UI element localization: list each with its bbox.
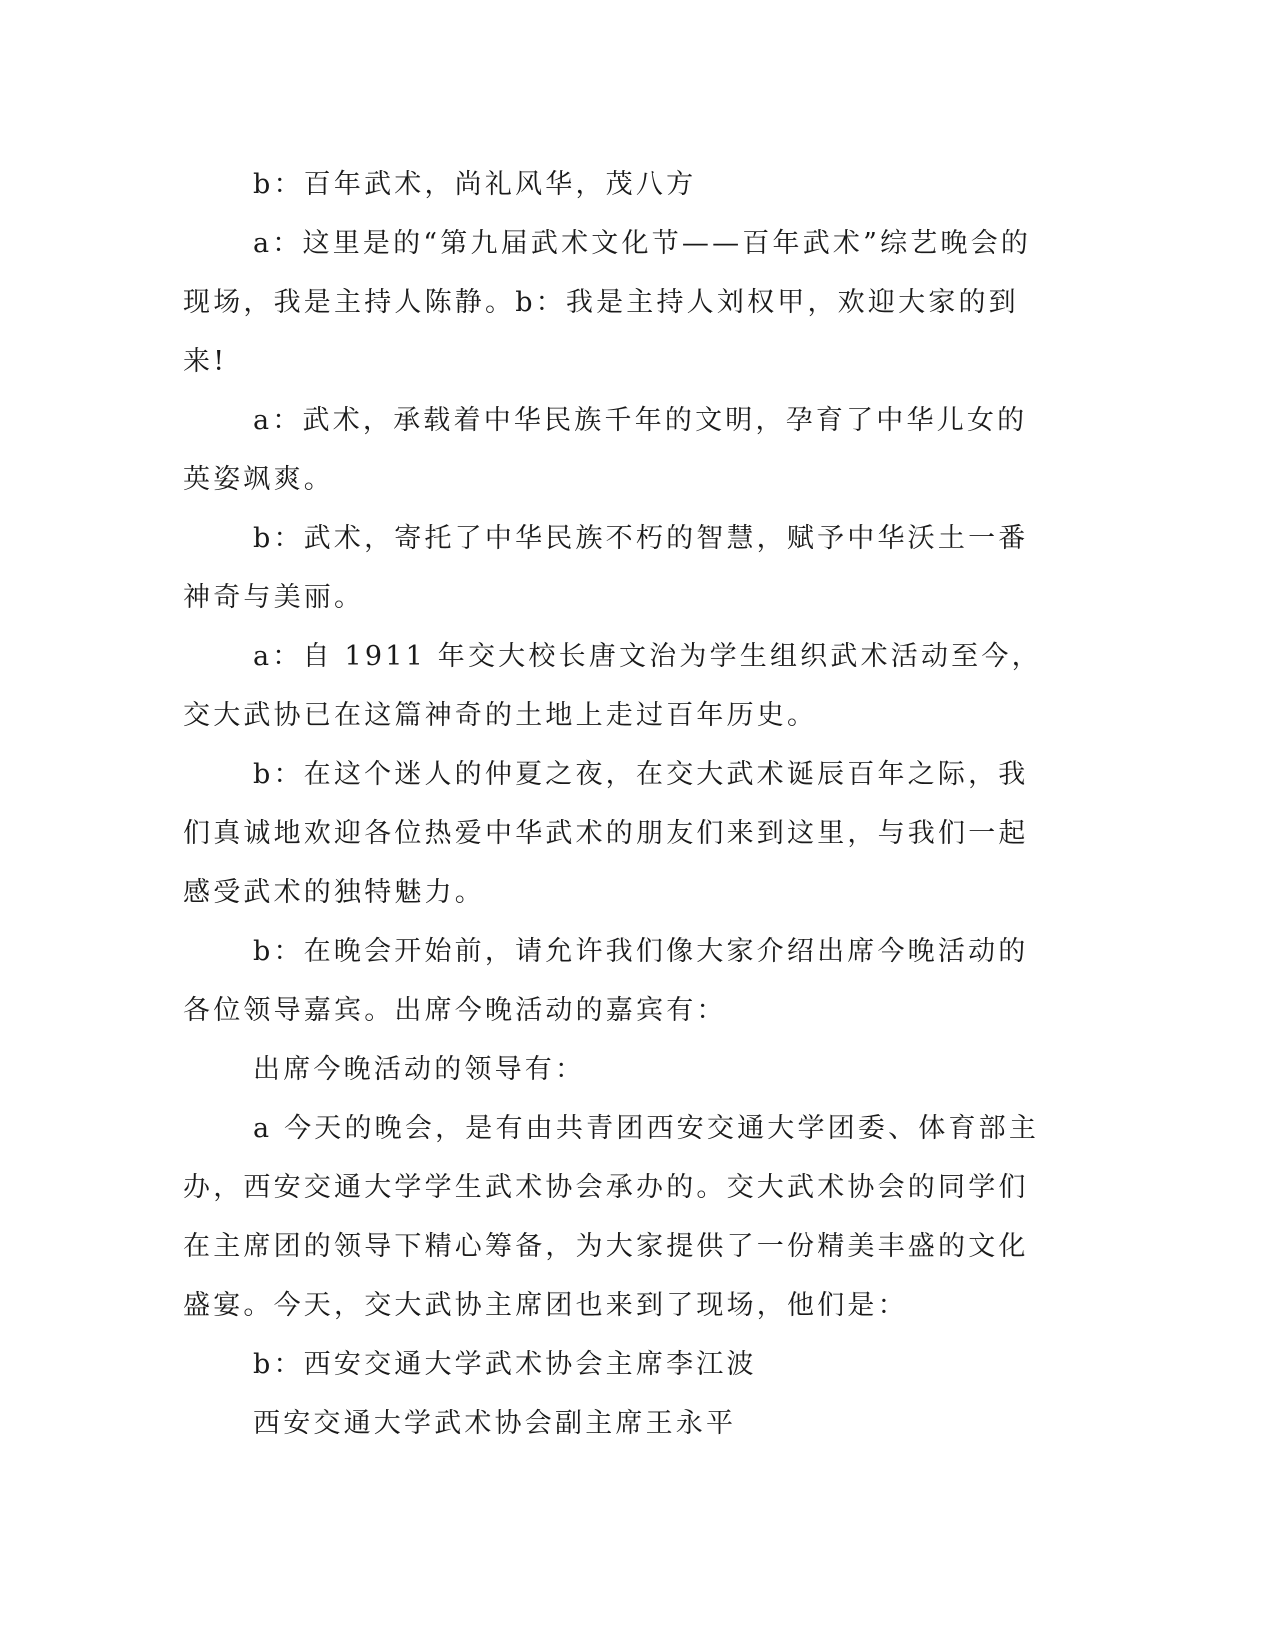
paragraph-welcome: a：这里是的“第九届武术文化节——百年武术”综艺晚会的现场，我是主持人陈静。b：我是主持人刘权甲，欢迎大家的到来! (183, 228, 1032, 377)
paragraph-wushu-civilization: a：武术，承载着中华民族千年的文明，孕育了中华儿女的英姿飒爽。 (183, 405, 1028, 495)
paragraph-organizers: a 今天的晚会，是有由共青团西安交通大学团委、体育部主办，西安交通大学学生武术协会承办的。交大武术协会的同学们在主席团的领导下精心筹备，为大家提供了一份精美丰盛的文化盛宴。今天，交大武协主席团也来到了现场，他们是： (183, 1113, 1040, 1321)
paragraph-history: a：自 1911 年交大校长唐文治为学生组织武术活动至今，交大武协已在这篇神奇的土地上走过百年历史。 (183, 641, 1042, 731)
paragraph-guests-intro: b：在晚会开始前，请允许我们像大家介绍出席今晚活动的各位领导嘉宾。出席今晚活动的嘉宾有： (183, 936, 1029, 1026)
paragraph-opening: b：百年武术，尚礼风华，茂八方 (253, 169, 697, 200)
document-body (183, 155, 1043, 1453)
paragraph-wushu-wisdom: b：武术，寄托了中华民族不朽的智慧，赋予中华沃土一番神奇与美丽。 (183, 523, 1029, 613)
paragraph-vice-president: 西安交通大学武术协会副主席王永平 (253, 1408, 737, 1439)
paragraph-midsummer: b：在这个迷人的仲夏之夜，在交大武术诞辰百年之际，我们真诚地欢迎各位热爱中华武术的朋友们来到这里，与我们一起感受武术的独特魅力。 (183, 759, 1029, 908)
paragraph-president: b：西安交通大学武术协会主席李江波 (253, 1349, 757, 1380)
paragraph-leaders: 出席今晚活动的领导有： (253, 1054, 586, 1085)
